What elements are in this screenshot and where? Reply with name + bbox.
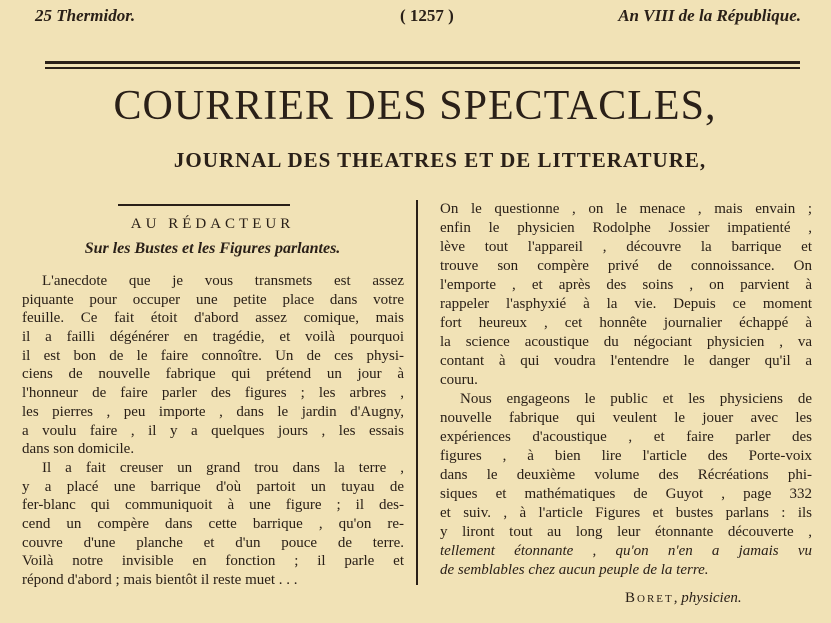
text-line: expériences d'acoustique , et faire parler des: [440, 429, 812, 445]
text-line: y a placé une barrique d'où partoit un tuyau de: [22, 478, 404, 495]
signature-title: , physicien.: [673, 590, 742, 606]
section-rule: [118, 204, 290, 206]
text-line: de semblables chez aucun peuple de la terre.: [440, 562, 709, 578]
text-line: couru.: [440, 372, 478, 388]
signature: [625, 590, 742, 607]
text-line: il a failli dégénérer en tragédie, et voilà pourquoi: [22, 329, 404, 346]
text-line: Il a fait creuser un grand trou dans la terre ,: [42, 459, 404, 476]
text-line: trouve son compère privé de connoissance. On: [440, 258, 812, 274]
page-number: ( 1257 ): [400, 6, 454, 25]
text-line: enfin le physicien Rodolphe Jossier impatienté ,: [440, 220, 812, 236]
text-line: L'anecdote que je vous transmets est assez: [42, 273, 404, 289]
text-line: l'emporte , et après des soins , on parvient à: [440, 277, 812, 293]
text-line: y liront tout au long leur étonnante découverte ,: [440, 524, 812, 540]
masthead-title: COURRIER DES SPECTACLES,: [113, 83, 717, 129]
text-line: fer-blanc qui communiquoit à une figure ; il des-: [22, 497, 404, 514]
republic-year: An VIII de la République.: [618, 6, 801, 25]
column-divider: [416, 200, 418, 585]
text-line: Voilà notre invisible en fonction ; il parle et: [22, 553, 404, 570]
text-line: piquante pour occuper une petite place dans votre: [22, 291, 404, 308]
text-line: siques et mathématiques de Guyot , page 332: [440, 486, 812, 502]
text-line: feuille. Ce fait étoit d'abord assez comique, mais: [22, 310, 404, 327]
text-line: dans le deuxième volume des Récréations phi-: [440, 467, 812, 483]
text-line: contant à qui voudra l'entendre le danger qu'il a: [440, 353, 812, 369]
text-line: couvre d'une planche et d'un pouce de terre.: [22, 534, 404, 551]
text-line: lève tout l'appareil , découvre la barrique et: [440, 239, 812, 255]
text-line: a voulu faire , il y a quelques jours , les essais: [22, 422, 404, 439]
text-line: Nous engageons le public et les physiciens de: [460, 391, 812, 407]
text-line: fort heureux , cet honnête journalier échappé à: [440, 315, 812, 331]
double-rule-top: [45, 61, 800, 64]
article-left-column: [22, 272, 404, 590]
text-line: la science acoustique du négociant physicien , va: [440, 334, 812, 350]
text-line: ciens de nouvelle fabrique qui prétend un jour à: [22, 366, 404, 383]
text-line: rappeler l'asphyxié à la vie. Depuis ce moment: [440, 296, 812, 312]
double-rule-bottom: [45, 67, 800, 69]
text-line: On le questionne , on le menace , mais envain ;: [440, 201, 812, 217]
text-line: l'honneur de faire parler des figures ; les arbres ,: [22, 385, 404, 402]
article-subheading: Sur les Bustes et les Figures parlantes.: [84, 240, 341, 257]
signature-name: Boret: [625, 590, 674, 606]
text-line: figures , à bien lire l'article des Porte-voix: [440, 448, 812, 464]
text-line: et suiv. , à l'article Figures et bustes parlans : ils: [440, 505, 812, 521]
text-line: il est bon de le faire connoître. Un de ces physi-: [22, 347, 404, 364]
text-line: tellement étonnante , qu'on n'en a jamais vu: [440, 543, 812, 559]
text-line: nouvelle fabrique qui veulent le jouer avec les: [440, 410, 812, 426]
masthead-subtitle: JOURNAL DES THEATRES ET DE LITTERATURE,: [173, 148, 707, 172]
text-line: dans son domicile.: [22, 441, 135, 458]
article-right-column: [440, 200, 812, 580]
text-line: répond d'abord ; mais bientôt il reste muet . . .: [22, 572, 298, 588]
text-line: cend un compère dans cette barrique , qu'on re-: [22, 515, 404, 532]
text-line: les pierres , peu importe , dans le jardin d'Augny,: [22, 403, 404, 420]
issue-date: 25 Thermidor.: [35, 6, 136, 25]
article-heading: AU RÉDACTEUR: [130, 216, 295, 232]
